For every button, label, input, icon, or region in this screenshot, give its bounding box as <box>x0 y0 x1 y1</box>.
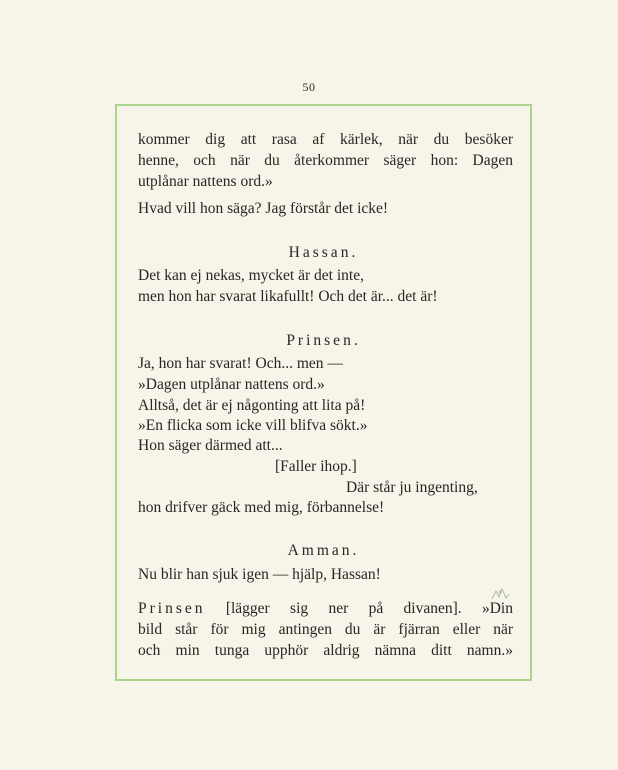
text-line: henne, och när du återkommer säger hon: Dagen <box>138 152 513 169</box>
speaker-name: Amman. <box>287 542 360 559</box>
text-line: hon drifver gäck med mig, förbannelse! <box>138 499 385 516</box>
text-line: och min tunga upphör aldrig nämna ditt namn.» <box>138 642 513 659</box>
page-number: 50 <box>302 80 316 94</box>
text-line: bild står för mig antingen du är fjärran eller när <box>138 621 513 638</box>
text-line: utplånar nattens ord.» <box>138 173 273 190</box>
speaker-name: Prinsen. <box>286 332 361 349</box>
text-line: Nu blir han sjuk igen — hjälp, Hassan! <box>138 566 381 583</box>
text-line: kommer dig att rasa af kärlek, när du besöker <box>138 131 513 148</box>
text-line: Hvad vill hon säga? Jag förstår det icke! <box>138 200 389 217</box>
inline-speaker-name: Prinsen <box>138 600 206 617</box>
ink-mark-icon <box>489 586 511 602</box>
text-line: men hon har svarat likafullt! Och det är... det är! <box>138 288 438 305</box>
text-line: Det kan ej nekas, mycket är det inte, <box>138 267 364 284</box>
text-line: Där står ju ingenting, <box>346 479 478 496</box>
text-line: »En flicka som icke vill blifva sökt.» <box>138 417 368 434</box>
stage-direction: [Faller ihop.] <box>275 458 357 475</box>
text-line <box>138 600 513 618</box>
text-line: Alltså, det är ej någonting att lita på! <box>138 397 366 414</box>
speaker-name: Hassan. <box>288 244 359 261</box>
text-line: Ja, hon har svarat! Och... men — <box>138 355 343 372</box>
text-line: »Dagen utplånar nattens ord.» <box>138 376 325 393</box>
stage-direction: [lägger sig ner på divanen]. »Din <box>205 600 513 617</box>
text-line: Hon säger därmed att... <box>138 437 283 454</box>
